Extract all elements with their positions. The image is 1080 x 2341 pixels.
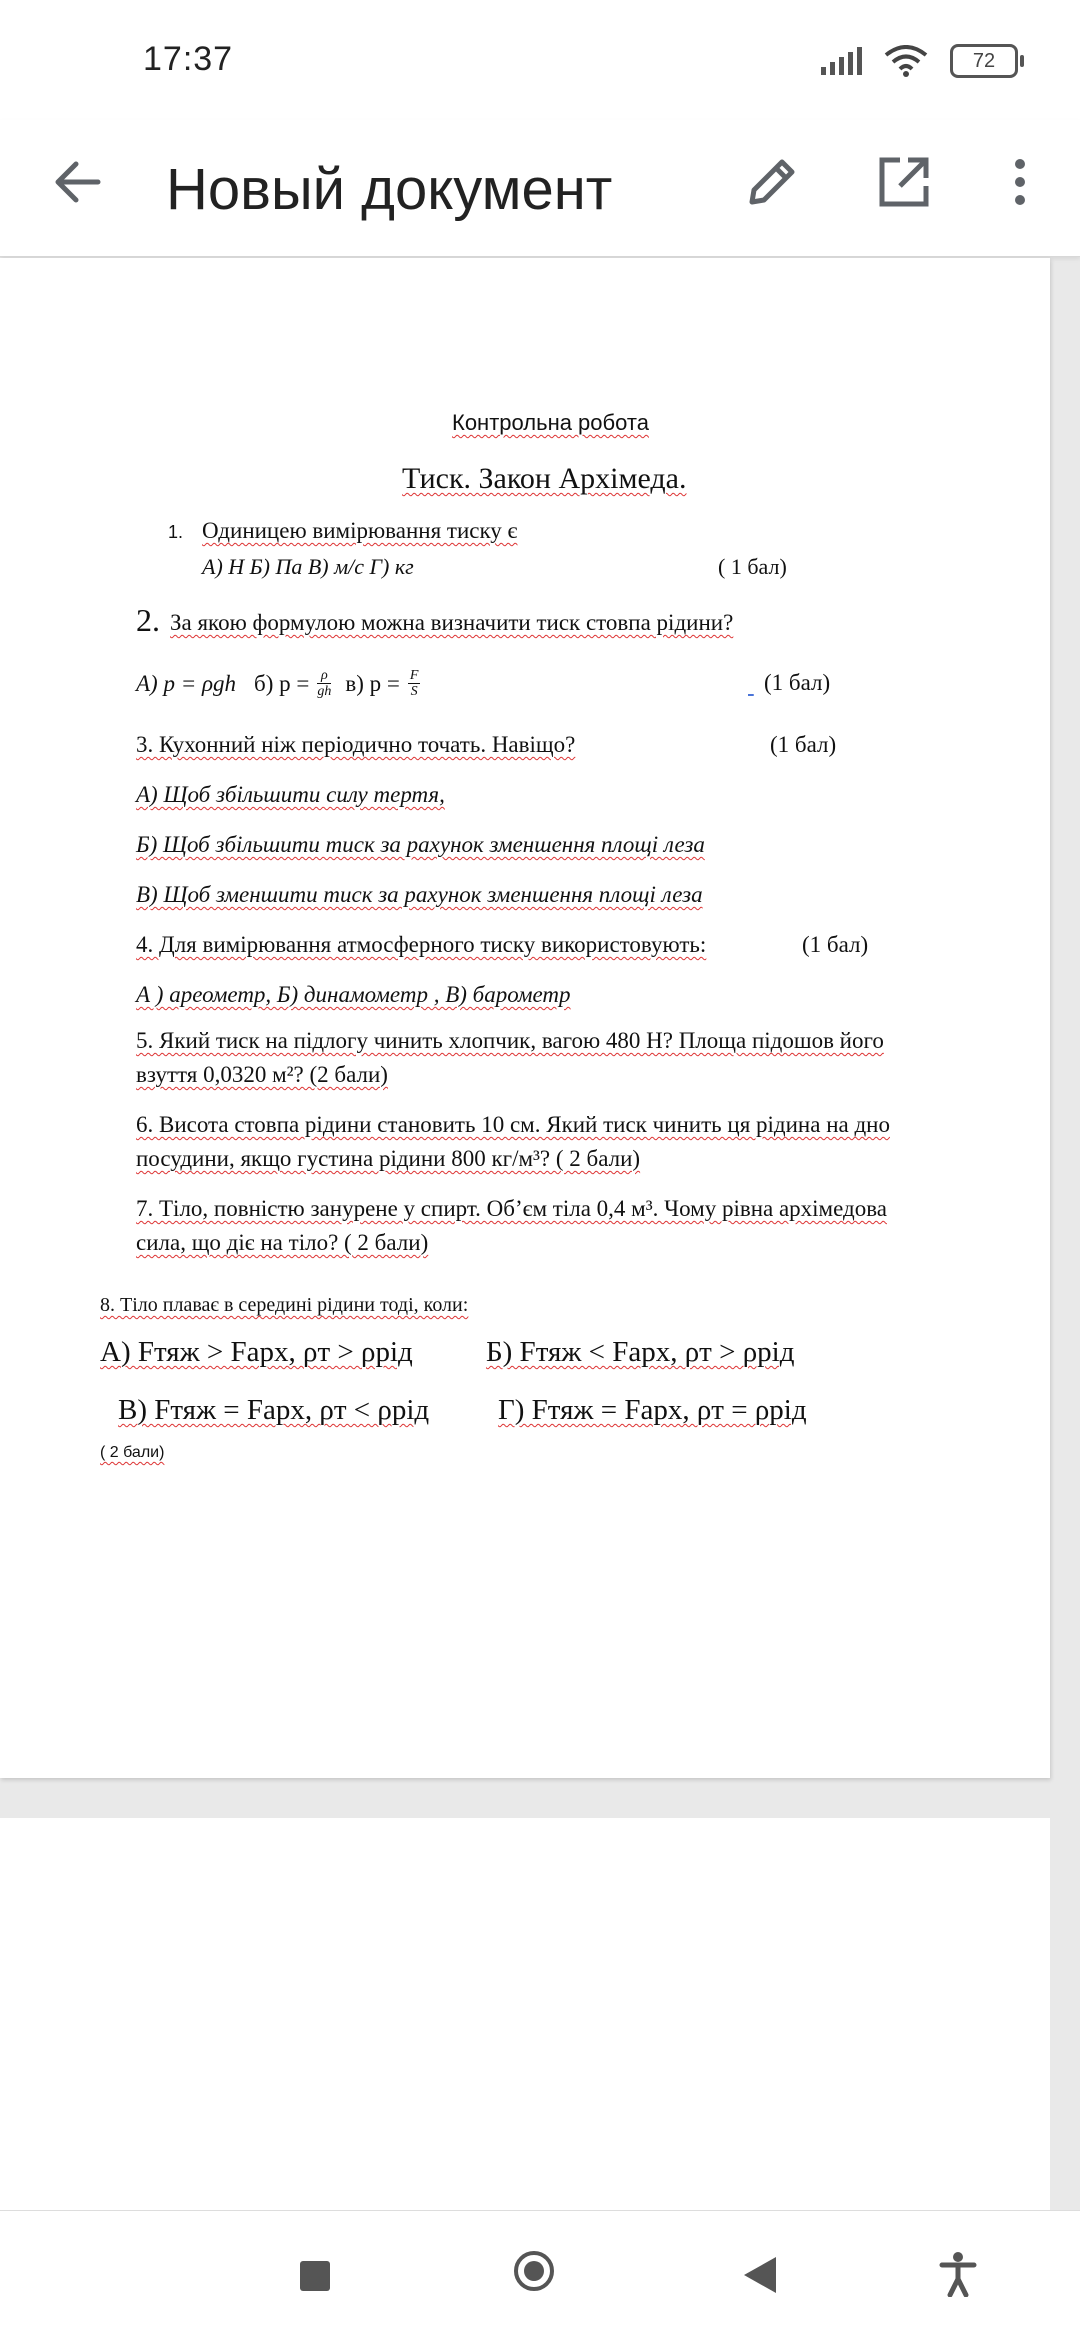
q3-text: 3. Кухонний ніж періодично точать. Навіщо?	[136, 732, 576, 757]
pencil-icon[interactable]	[740, 150, 804, 214]
q2-option-a: А) p = ρgh	[136, 670, 237, 696]
q5-line2: взуття 0,0320 м²? (2 бали)	[136, 1062, 388, 1087]
q2-cursor-mark	[748, 670, 764, 696]
wifi-icon	[884, 45, 928, 77]
q2-fraction-b-num: ρ	[317, 668, 331, 684]
status-icons	[821, 44, 1018, 78]
q4-text: 4. Для вимірювання атмосферного тиску використовують:	[136, 932, 707, 957]
q8-option-b: Б) Fтяж < Fарх, ρт > ρрід	[486, 1336, 795, 1368]
q2-fraction-b-den: gh	[317, 684, 332, 699]
q3-option-c: В) Щоб зменшити тиск за рахунок зменшення площі леза	[136, 882, 703, 907]
battery-icon: 72	[950, 44, 1018, 78]
system-nav-bar	[0, 2210, 1080, 2341]
q8-points: ( 2 бали)	[100, 1444, 165, 1461]
doc-header: Контрольна робота	[452, 410, 649, 435]
signal-icon	[821, 47, 862, 75]
q2-fraction-c	[408, 668, 421, 699]
q2-options	[136, 668, 420, 699]
q7-line1: 7. Тіло, повністю занурене у спирт. Об’єм тіла 0,4 м³. Чому рівна архімедова	[136, 1196, 887, 1221]
q1-points: ( 1 бал)	[718, 554, 787, 579]
recent-apps-icon[interactable]	[300, 2261, 330, 2291]
q5-line1: 5. Який тиск на підлогу чинить хлопчик, вагою 480 Н? Площа підошов його	[136, 1028, 884, 1053]
q2-points: (1 бал)	[764, 670, 831, 695]
q7-line2: сила, що діє на тіло? ( 2 бали)	[136, 1230, 429, 1255]
q4-options: А ) ареометр, Б) динамометр , В) барометр	[136, 982, 571, 1007]
arrow-left-icon[interactable]	[46, 150, 110, 214]
q2-option-b: б) p =	[254, 670, 310, 696]
q8-option-c: В) Fтяж = Fарх, ρт < ρрід	[118, 1394, 430, 1426]
q8-option-d: Г) Fтяж = Fарх, ρт = ρрід	[498, 1394, 807, 1426]
q2-fraction-b	[317, 668, 331, 699]
q1-options: А) Н Б) Па В) м/с Г) кг	[202, 554, 414, 579]
q1-number: 1.	[168, 522, 184, 542]
document-title: Новый документ	[166, 157, 613, 222]
document-page[interactable]	[0, 258, 1050, 1778]
doc-title: Тиск. Закон Архімеда.	[402, 462, 687, 495]
q1-text: Одиницею вимірювання тиску є	[202, 518, 518, 543]
q8-option-a: А) Fтяж > Fарх, ρт > ρрід	[100, 1336, 413, 1368]
q2-text: За якою формулою можна визначити тиск стовпа рідини?	[170, 610, 734, 635]
q6-line2: посудини, якщо густина рідини 800 кг/м³? ( 2 бали)	[136, 1146, 641, 1171]
q8-text: 8. Тіло плаває в середині рідини тоді, коли:	[100, 1294, 469, 1316]
document-page-2[interactable]	[0, 1818, 1050, 2218]
home-icon[interactable]	[514, 2251, 554, 2291]
q2-number: 2.	[136, 602, 160, 638]
back-triangle-icon[interactable]	[744, 2257, 776, 2293]
q2-option-c: в) p =	[345, 670, 400, 696]
status-time: 17:37	[143, 40, 234, 78]
q3-option-a: А) Щоб збільшити силу тертя,	[136, 782, 445, 807]
status-bar	[0, 0, 1080, 120]
q6-line1: 6. Висота стовпа рідини становить 10 см. Який тиск чинить ця рідина на дно	[136, 1112, 890, 1137]
q2-fraction-c-den: S	[410, 684, 418, 699]
q2-fraction-c-num: F	[409, 668, 419, 683]
q3-points: (1 бал)	[770, 732, 837, 757]
q3-option-b: Б) Щоб збільшити тиск за рахунок зменшення площі леза	[136, 832, 705, 857]
open-in-new-icon[interactable]	[872, 150, 936, 214]
q4-points: (1 бал)	[802, 932, 869, 957]
accessibility-icon[interactable]	[938, 2251, 978, 2297]
app-bar	[0, 120, 1080, 257]
more-vert-icon[interactable]	[990, 150, 1050, 214]
